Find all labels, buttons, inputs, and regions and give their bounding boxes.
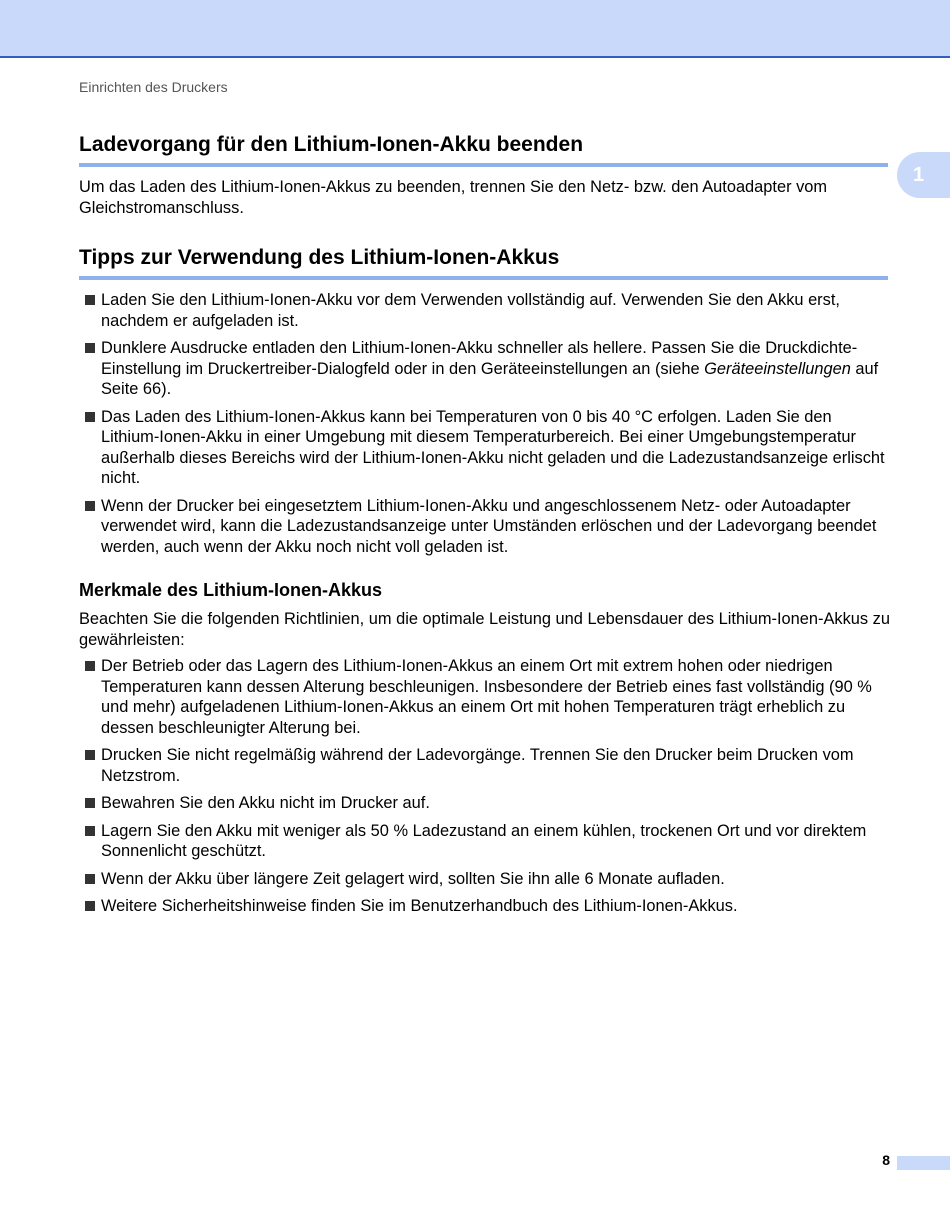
square-bullet-icon <box>85 901 95 911</box>
tips-list <box>79 290 891 564</box>
square-bullet-icon <box>85 661 95 671</box>
list-item <box>79 745 891 786</box>
square-bullet-icon <box>85 501 95 511</box>
list-item-text: Lagern Sie den Akku mit weniger als 50 % Ladezustand an einem kühlen, trockenen Ort und vor direktem Sonnenlicht geschützt. <box>101 821 867 860</box>
section-heading-ladevorgang: Ladevorgang für den Lithium-Ionen-Akku beenden <box>79 132 888 167</box>
section-body-ladevorgang: Um das Laden des Lithium-Ionen-Akkus zu beenden, trennen Sie den Netz- bzw. den Autoadapter vom Gleichstromanschluss. <box>79 178 828 217</box>
square-bullet-icon <box>85 826 95 836</box>
list-item <box>79 338 891 400</box>
list-item <box>79 656 891 738</box>
list-item <box>79 496 891 558</box>
cross-reference[interactable]: Geräteeinstellungen <box>704 359 851 378</box>
list-item-text: Wenn der Akku über längere Zeit gelagert wird, sollten Sie ihn alle 6 Monate aufladen. <box>101 869 725 888</box>
square-bullet-icon <box>85 295 95 305</box>
running-header: Einrichten des Druckers <box>79 79 228 95</box>
list-item <box>79 793 891 814</box>
chapter-tab: 1 <box>897 152 950 198</box>
subsection-intro: Beachten Sie die folgenden Richtlinien, um die optimale Leistung und Lebensdauer des Lithium-Ionen-Akkus zu gewährleisten: <box>79 610 890 649</box>
square-bullet-icon <box>85 798 95 808</box>
square-bullet-icon <box>85 750 95 760</box>
subsection-heading-merkmale: Merkmale des Lithium-Ionen-Akkus <box>79 580 383 600</box>
list-item-text: Der Betrieb oder das Lagern des Lithium-Ionen-Akkus an einem Ort mit extrem hohen oder niedrigen Temperaturen kann dessen Alterung beschleunigen. Insbesondere der Betrieb eines fast vollständig (90 % und mehr) aufgeladenen Lithium-Ionen-Akkus an einem Ort mit hohen Temperaturen trägt erheblich zu dessen beschleunigter Alterung bei. <box>101 657 872 737</box>
list-item <box>79 290 891 331</box>
list-item-text: Laden Sie den Lithium-Ionen-Akku vor dem Verwenden vollständig auf. Verwenden Sie den Akku erst, nachdem er aufgeladen ist. <box>101 291 840 330</box>
list-item-text: Weitere Sicherheitshinweise finden Sie im Benutzerhandbuch des Lithium-Ionen-Akkus. <box>101 897 738 915</box>
list-item-text: Drucken Sie nicht regelmäßig während der Ladevorgänge. Trennen Sie den Drucker beim Drucken vom Netzstrom. <box>101 746 854 785</box>
square-bullet-icon <box>85 412 95 422</box>
header-band <box>0 0 950 58</box>
list-item-text: Das Laden des Lithium-Ionen-Akkus kann bei Temperaturen von 0 bis 40 °C erfolgen. Laden Sie den Lithium-Ionen-Akku in einer Umgebung mit diesem Temperaturbereich. Bei einer Umgebungstemperatur außerhalb dieses Bereichs wird der Lithium-Ionen-Akku nicht geladen und die Ladezustandsanzeige erlischt nicht. <box>101 407 885 487</box>
footer-bar <box>897 1156 950 1170</box>
list-item <box>79 407 891 489</box>
square-bullet-icon <box>85 874 95 884</box>
list-item <box>79 821 891 862</box>
features-list <box>79 656 891 924</box>
list-item <box>79 869 891 890</box>
list-item-text: Dunklere Ausdrucke entladen den Lithium-Ionen-Akku schneller als hellere. Passen Sie die Druckdichte-Einstellung im Druckertreiber-Dialogfeld oder in den Geräteeinstellungen an (siehe Geräteeinstellungen auf Seite 66). <box>101 339 879 398</box>
list-item-text: Wenn der Drucker bei eingesetztem Lithium-Ionen-Akku und angeschlossenem Netz- oder Autoadapter verwendet wird, kann die Ladezustandsanzeige unter Umständen erlöschen und der Ladevorgang beendet werden, auch wenn der Akku noch nicht voll geladen ist. <box>101 496 877 556</box>
list-item <box>79 896 891 917</box>
list-item-text: Bewahren Sie den Akku nicht im Drucker auf. <box>101 794 430 812</box>
section-heading-tipps: Tipps zur Verwendung des Lithium-Ionen-Akkus <box>79 245 888 280</box>
square-bullet-icon <box>85 343 95 353</box>
page-number: 8 <box>882 1152 890 1168</box>
